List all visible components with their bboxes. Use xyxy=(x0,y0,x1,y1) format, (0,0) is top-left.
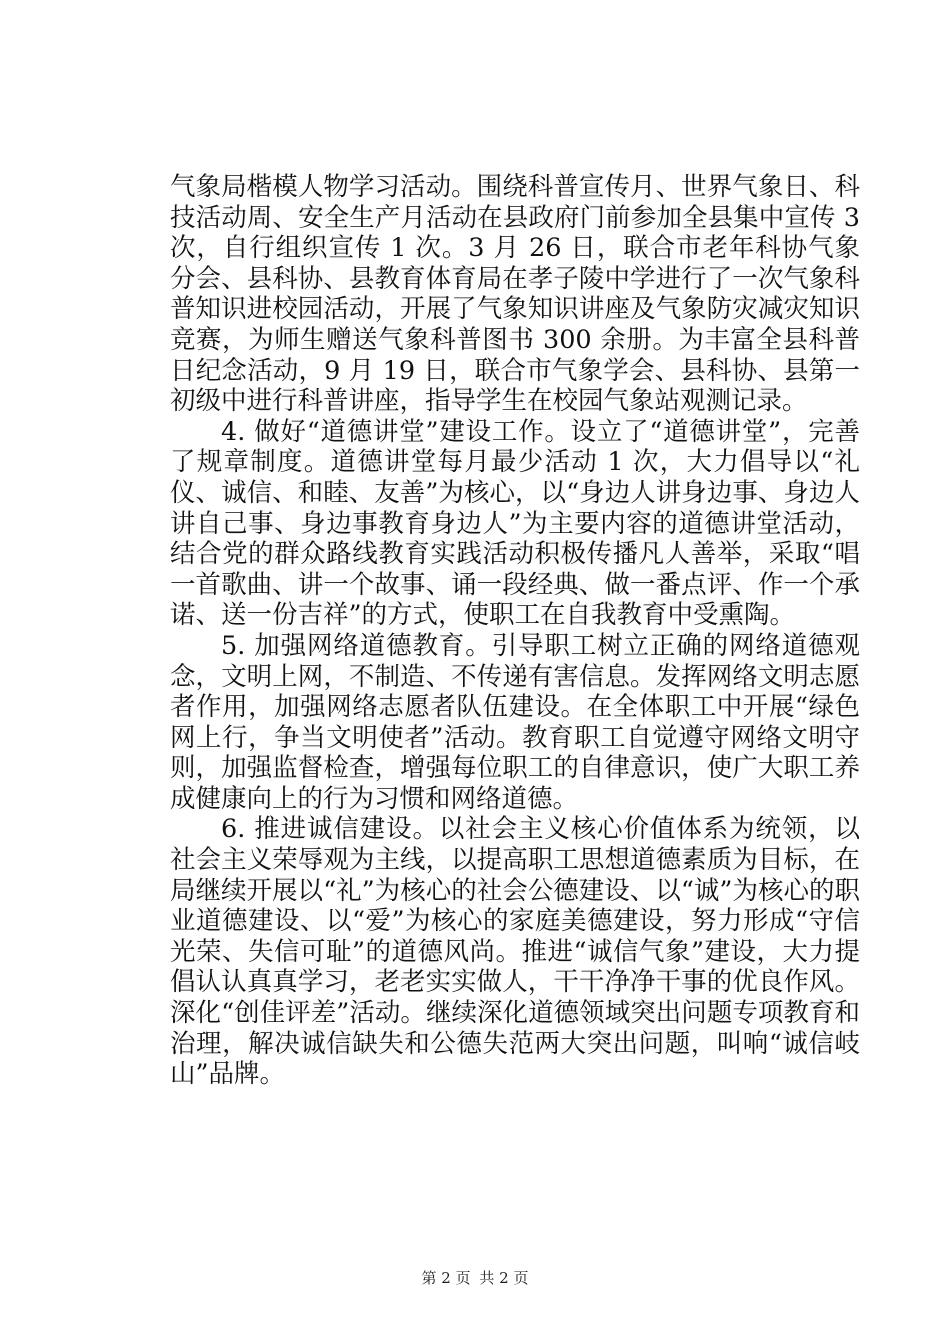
document-body xyxy=(170,172,860,1090)
paragraph-2: 4. 做好“道德讲堂”建设工作。设立了“道德讲堂”，完善了规章制度。道德讲堂每月最少活动 1 次，大力倡导以“礼仪、诚信、和睦、友善”为核心，以“身边人讲身边事、身边人讲自己事、身边事教育身边人”为主要内容的道德讲堂活动，结合党的群众路线教育实践活动积极传播凡人善举，采取“唱一首歌曲、讲一个故事、诵一段经典、做一番点评、作一个承诺、送一份吉祥”的方式，使职工在自我教育中受熏陶。 xyxy=(170,416,860,631)
page-footer xyxy=(0,1268,950,1288)
page-total: 共 2 页 xyxy=(479,1269,529,1287)
paragraph-3: 5. 加强网络道德教育。引导职工树立正确的网络道德观念，文明上网，不制造、不传递有害信息。发挥网络文明志愿者作用，加强网络志愿者队伍建设。在全体职工中开展“绿色网上行，争当文明使者”活动。教育职工自觉遵守网络文明守则，加强监督检查，增强每位职工的自律意识，使广大职工养成健康向上的行为习惯和网络道德。 xyxy=(170,630,860,814)
page-number: 第 2 页 xyxy=(421,1269,471,1287)
paragraph-4: 6. 推进诚信建设。以社会主义核心价值体系为统领，以社会主义荣辱观为主线，以提高职工思想道德素质为目标，在局继续开展以“礼”为核心的社会公德建设、以“诚”为核心的职业道德建设、以“爱”为核心的家庭美德建设，努力形成“守信光荣、失信可耻”的道德风尚。推进“诚信气象”建设，大力提倡认认真真学习，老老实实做人，干干净净干事的优良作风。深化“创佳评差”活动。继续深化道德领域突出问题专项教育和治理，解决诚信缺失和公德失范两大突出问题，叫响“诚信岐山”品牌。 xyxy=(170,814,860,1090)
paragraph-1: 气象局楷模人物学习活动。围绕科普宣传月、世界气象日、科技活动周、安全生产月活动在县政府门前参加全县集中宣传 3 次，自行组织宣传 1 次。3 月 26 日，联合市老年科协气象分会、县科协、县教育体育局在孝子陵中学进行了一次气象科普知识进校园活动，开展了气象知识讲座及气象防灾减灾知识竞赛，为师生赠送气象科普图书 300 余册。为丰富全县科普日纪念活动，9 月 19 日，联合市气象学会、县科协、县第一初级中进行科普讲座，指导学生在校园气象站观测记录。 xyxy=(170,172,860,417)
